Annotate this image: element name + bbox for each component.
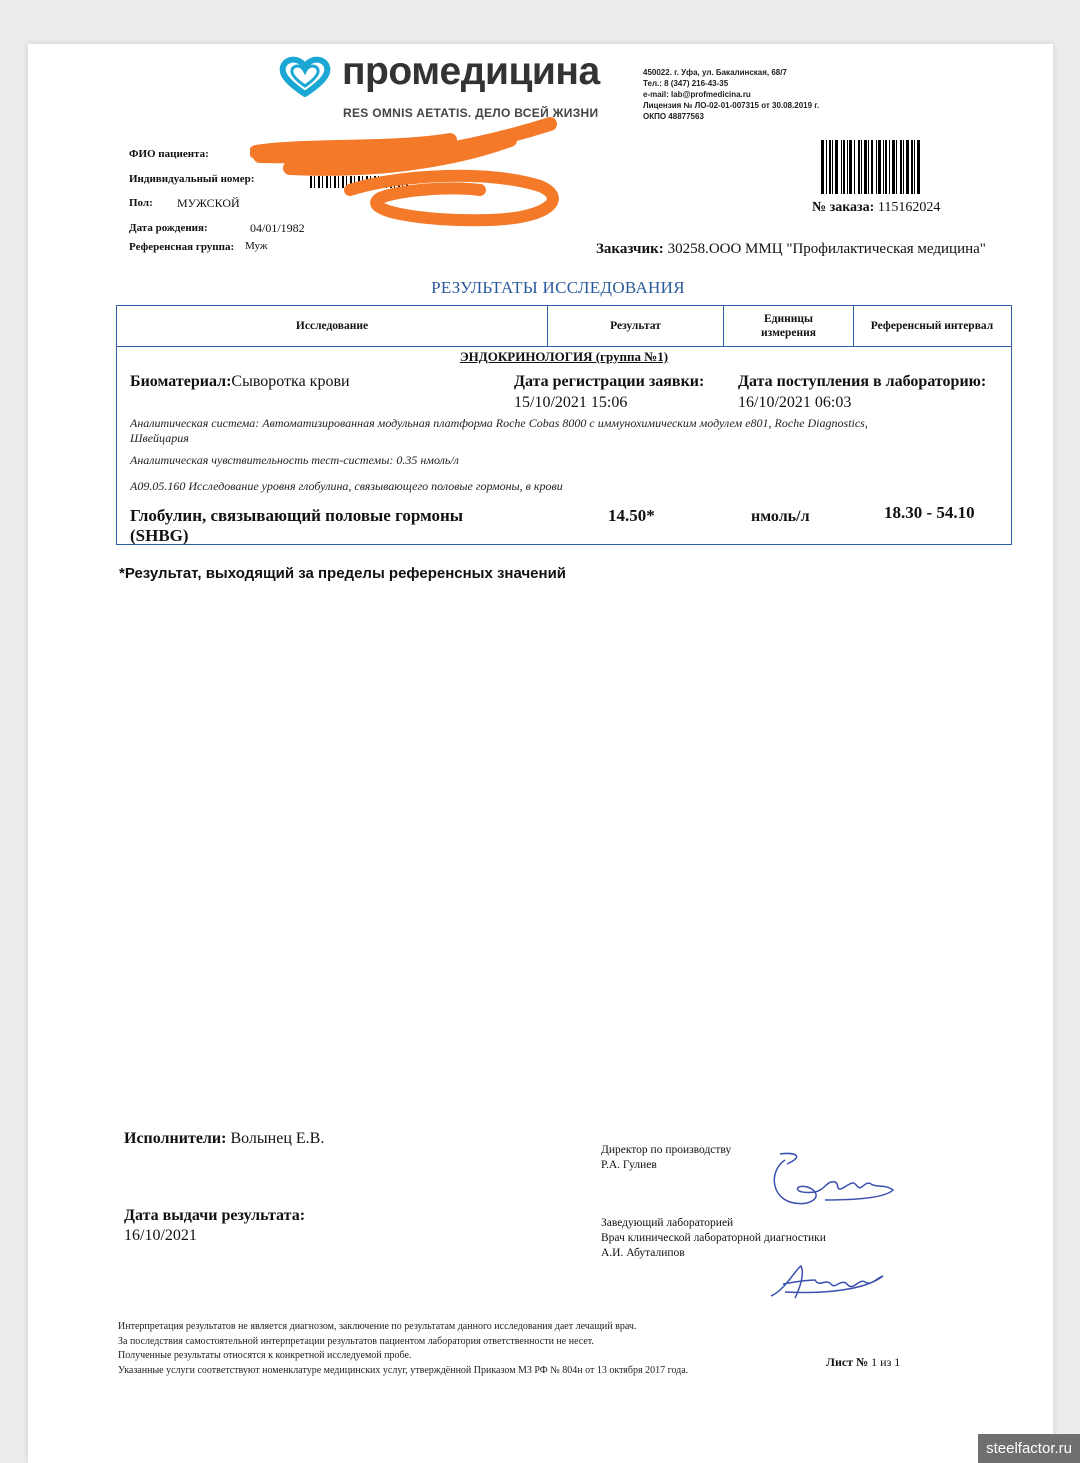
sheet-value: 1 из 1 [871, 1355, 901, 1369]
customer-label: Заказчик: [596, 241, 664, 257]
disclaimer-line: Интерпретация результатов не является диагнозом, заключение по результатам данного исследования дает лечащий врач. [118, 1321, 637, 1332]
sensitivity: Аналитическая чувствительность тест-системы: 0.35 нмоль/л [130, 453, 459, 467]
out-of-range-note: *Результат, выходящий за пределы референсных значений [119, 565, 567, 582]
watermark: steelfactor.ru [978, 1434, 1080, 1463]
header-units: Единицы измерения [723, 306, 853, 346]
performers-value: Волынец Е.В. [230, 1130, 325, 1147]
units-value: нмоль/л [751, 508, 810, 525]
results-table [116, 305, 1012, 545]
head-block [601, 1216, 826, 1261]
redaction-scribble [250, 110, 570, 230]
biomaterial-label: Биоматериал: [130, 373, 232, 390]
header-reference: Референсный интервал [853, 306, 1010, 346]
address-line: Лицензия № ЛО-02-01-007315 от 30.08.2019 г. [643, 101, 820, 110]
issue-date-value: 16/10/2021 [124, 1227, 197, 1244]
disclaimer-line: Полученные результаты относятся к конкретной исследуемой пробе. [118, 1350, 412, 1361]
address-line: 450022. г. Уфа, ул. Бакалинская, 68/7 [643, 68, 787, 77]
header-result: Результат [547, 306, 723, 346]
brand-name: промедицина [342, 50, 600, 93]
patient-name-label: ФИО пациента: [129, 148, 209, 160]
analytic-system: Аналитическая система: Автоматизированная модульная платформа Roche Cobas 8000 с иммунохимическим модулем e801, Roche Diagnostics, [130, 416, 868, 430]
test-name-line: Глобулин, связывающий половые гормоны [130, 506, 464, 525]
table-header [117, 306, 1011, 347]
head-signature [765, 1260, 890, 1305]
result-value: 14.50* [608, 506, 655, 525]
heart-logo-icon [279, 56, 331, 98]
address-line: Тел.: 8 (347) 216-43-35 [643, 79, 729, 88]
head-title-2: Врач клинической лабораторной диагностики [601, 1232, 826, 1244]
service-code: A09.05.160 Исследование уровня глобулина, связывающего половые гормоны, в крови [130, 479, 563, 493]
biomaterial [130, 373, 350, 391]
header-test: Исследование [295, 320, 369, 332]
address-line: ОКПО 48877563 [643, 112, 704, 121]
customer [596, 241, 986, 258]
test-name [130, 506, 463, 546]
birth-date-value: 04/01/1982 [250, 221, 305, 235]
results-title: РЕЗУЛЬТАТЫ ИССЛЕДОВАНИЯ [431, 278, 685, 297]
sheet-label: Лист № [826, 1355, 869, 1369]
registration-date-value: 15/10/2021 15:06 [514, 394, 628, 411]
performers [124, 1130, 324, 1148]
lab-arrival-date-value: 16/10/2021 06:03 [738, 394, 852, 411]
director-block [601, 1143, 731, 1173]
performers-label: Исполнители: [124, 1130, 227, 1147]
order-number-label: № заказа: [812, 200, 875, 215]
head-name: А.И. Абуталипов [601, 1247, 685, 1259]
director-signature [765, 1150, 900, 1215]
disclaimer-line: За последствия самостоятельной интерпретации результатов пациентом лаборатория ответственности не несет. [118, 1335, 594, 1347]
customer-value: 30258.ООО ММЦ "Профилактическая медицина" [667, 241, 986, 257]
test-name-line: (SHBG) [130, 526, 189, 545]
disclaimer-line: Указанные услуги соответствуют номенклатуре медицинских услуг, утверждённой Приказом МЗ РФ № 804н от 13 октября 2017 года. [118, 1364, 689, 1376]
issue-date-label: Дата выдачи результата: [124, 1207, 306, 1224]
lab-arrival-date-label: Дата поступления в лабораторию: [738, 373, 987, 390]
brand-tagline: RES OMNIS AETATIS. ДЕЛО ВСЕЙ ЖИЗНИ [343, 106, 599, 120]
sheet-number [826, 1355, 900, 1370]
analytic-system-cont: Швейцария [130, 431, 189, 445]
patient-id-label: Индивидуальный номер: [129, 173, 255, 185]
order-number [812, 200, 940, 216]
head-title: Заведующий лабораторией [601, 1217, 734, 1229]
order-barcode [821, 140, 953, 194]
reference-group-value: Муж [245, 240, 268, 252]
lab-address [643, 67, 819, 122]
reference-value: 18.30 - 54.10 [884, 503, 975, 522]
birth-date-label: Дата рождения: [129, 222, 208, 234]
director-name: Р.А. Гулиев [601, 1159, 657, 1171]
registration-date-label: Дата регистрации заявки: [514, 373, 705, 390]
disclaimer [118, 1320, 688, 1378]
order-number-value: 115162024 [877, 200, 941, 215]
reference-group-label: Референсная группа: [129, 241, 235, 253]
director-title: Директор по производству [601, 1144, 732, 1156]
biomaterial-value: Сыворотка крови [231, 373, 350, 390]
test-group: ЭНДОКРИНОЛОГИЯ (группа №1) [459, 349, 669, 364]
sex-value: МУЖСКОЙ [177, 196, 240, 210]
sex-label: Пол: [129, 197, 153, 209]
address-line: e-mail: lab@profmedicina.ru [643, 90, 751, 99]
